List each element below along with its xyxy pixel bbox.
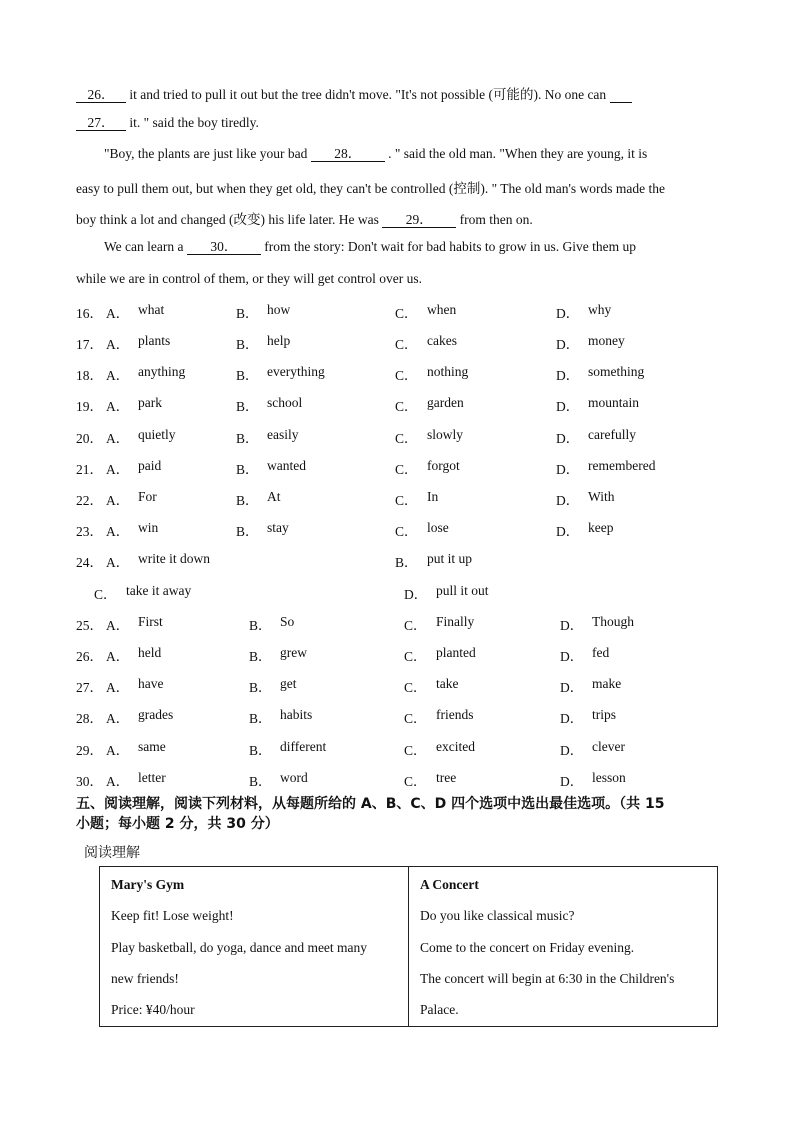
option-letter-d: D． (556, 399, 580, 414)
option-letter-a: A． (106, 711, 130, 726)
option-letter-b: B． (249, 774, 272, 789)
option-c: cakes (427, 333, 457, 348)
option-a: quietly (138, 427, 176, 442)
option-letter-a: A． (106, 431, 130, 446)
ad-concert-line: Do you like classical music? (420, 908, 575, 923)
passage-line-5 (76, 208, 533, 228)
option-letter-b: B． (236, 368, 259, 383)
option-letter-c: C． (395, 337, 418, 352)
option-d: With (588, 489, 615, 504)
option-letter-d: D． (556, 462, 580, 477)
option-letter-d: D． (560, 649, 584, 664)
option-letter-a: A． (106, 399, 130, 414)
option-a: plants (138, 333, 171, 348)
option-letter-d: D． (556, 493, 580, 508)
option-letter-a: A． (106, 680, 130, 695)
option-letter-a: A． (106, 368, 130, 383)
option-letter-b: B． (236, 399, 259, 414)
question-number: 17． (76, 337, 103, 352)
option-letter-b: B． (395, 555, 418, 570)
passage-line-4: easy to pull them out, but when they get old, they can't be controlled (控制). " The old man's words made the (76, 181, 665, 196)
passage-text: We can learn a (104, 239, 187, 254)
option-d: trips (592, 707, 617, 722)
option-d: why (588, 302, 612, 317)
option-a: write it down (138, 551, 210, 566)
option-letter-c: C． (395, 493, 418, 508)
passage-line-7: while we are in control of them, or they will get control over us. (76, 271, 423, 286)
option-d: something (588, 364, 645, 379)
option-letter-d: D． (560, 618, 584, 633)
option-c: tree (436, 770, 457, 785)
option-d: mountain (588, 395, 639, 410)
option-letter-c: C． (404, 743, 427, 758)
option-letter-a: A． (106, 524, 130, 539)
option-letter-d: D． (560, 680, 584, 695)
passage-line-1 (76, 83, 632, 103)
option-b: get (280, 676, 297, 691)
option-c: take it away (126, 583, 192, 598)
ad-gym-line: Keep fit! Lose weight! (111, 908, 234, 923)
blank-26: 26． (76, 88, 126, 103)
option-b: everything (267, 364, 325, 379)
option-letter-d: D． (556, 524, 580, 539)
option-a: held (138, 645, 162, 660)
option-d: keep (588, 520, 614, 535)
option-b: At (267, 489, 281, 504)
option-letter-b: B． (236, 306, 259, 321)
option-a: grades (138, 707, 174, 722)
ad-gym-price: Price: ¥40/hour (111, 1002, 195, 1017)
passage-line-2 (76, 115, 259, 131)
option-a: what (138, 302, 165, 317)
question-number: 16． (76, 306, 103, 321)
ad-gym-line: Play basketball, do yoga, dance and meet many (111, 940, 368, 955)
option-a: have (138, 676, 164, 691)
option-d: pull it out (436, 583, 489, 598)
passage-text: from the story: Don't wait for bad habits to grow in us. Give them up (260, 239, 636, 254)
question-number: 21． (76, 462, 103, 477)
section-heading (76, 794, 726, 834)
passage-line-3 (104, 146, 647, 162)
option-letter-d: D． (560, 743, 584, 758)
option-letter-a: A． (106, 462, 130, 477)
option-d: carefully (588, 427, 636, 442)
option-letter-c: C． (404, 680, 427, 695)
option-letter-c: C． (404, 774, 427, 789)
option-letter-b: B． (236, 337, 259, 352)
option-letter-c: C． (94, 587, 117, 602)
option-letter-a: A． (106, 618, 130, 633)
option-c: planted (436, 645, 476, 660)
option-letter-b: B． (236, 493, 259, 508)
option-letter-c: C． (395, 431, 418, 446)
option-letter-a: A． (106, 493, 130, 508)
option-letter-d: D． (556, 337, 580, 352)
option-letter-b: B． (249, 711, 272, 726)
option-letter-c: C． (395, 399, 418, 414)
passage-text: from then on. (456, 212, 533, 227)
option-letter-c: C． (404, 711, 427, 726)
question-number: 22． (76, 493, 103, 508)
option-b: habits (280, 707, 313, 722)
passage-text: boy think a lot and changed (改变) his life later. He was (76, 212, 383, 227)
question-number: 23． (76, 524, 103, 539)
option-letter-b: B． (236, 431, 259, 446)
question-number: 18． (76, 368, 103, 383)
option-c: garden (427, 395, 464, 410)
option-letter-d: D． (556, 306, 580, 321)
option-c: friends (436, 707, 474, 722)
option-c: when (427, 302, 457, 317)
option-letter-a: A． (106, 743, 130, 758)
option-c: nothing (427, 364, 469, 379)
option-b: put it up (427, 551, 473, 566)
option-b: So (280, 614, 295, 629)
option-d: make (592, 676, 622, 691)
question-number: 27． (76, 680, 103, 695)
blank-unlabeled (610, 88, 632, 103)
question-number: 29． (76, 743, 103, 758)
option-letter-c: C． (404, 618, 427, 633)
option-a: park (138, 395, 162, 410)
section-subheading: 阅读理解 (84, 845, 140, 861)
option-b: wanted (267, 458, 306, 473)
option-letter-a: A． (106, 649, 130, 664)
passage-text: "Boy, the plants are just like your bad (104, 146, 311, 161)
option-letter-a: A． (106, 774, 130, 789)
option-letter-d: D． (404, 587, 428, 602)
option-letter-c: C． (395, 462, 418, 477)
option-letter-d: D． (560, 711, 584, 726)
passage-text: . " said the old man. "When they are young, it is (384, 146, 648, 161)
option-c: take (436, 676, 459, 691)
option-d: remembered (588, 458, 656, 473)
option-c: forgot (427, 458, 460, 473)
blank-27: 27． (76, 116, 126, 131)
option-a: anything (138, 364, 186, 379)
blank-30: 30． (187, 240, 261, 255)
option-letter-b: B． (249, 649, 272, 664)
option-c: lose (427, 520, 449, 535)
passage-line-6 (104, 239, 636, 255)
option-letter-c: C． (395, 524, 418, 539)
blank-29: 29． (382, 213, 456, 228)
ad-gym-title: Mary's Gym (111, 877, 185, 892)
question-number: 26． (76, 649, 103, 664)
option-c: excited (436, 739, 475, 754)
option-c: slowly (427, 427, 464, 442)
option-letter-b: B． (236, 524, 259, 539)
ad-gym-line: new friends! (111, 971, 179, 986)
option-d: clever (592, 739, 625, 754)
option-letter-b: B． (249, 743, 272, 758)
option-letter-a: A． (106, 306, 130, 321)
question-number: 28． (76, 711, 103, 726)
question-number: 19． (76, 399, 103, 414)
option-b: different (280, 739, 327, 754)
option-letter-d: D． (560, 774, 584, 789)
ad-concert-line: The concert will begin at 6:30 in the Children's (420, 971, 675, 986)
option-a: paid (138, 458, 162, 473)
passage-text: it. " said the boy tiredly. (126, 115, 259, 130)
option-letter-b: B． (249, 680, 272, 695)
option-a: win (138, 520, 159, 535)
option-letter-b: B． (249, 618, 272, 633)
option-letter-d: D． (556, 368, 580, 383)
ad-concert-title: A Concert (420, 877, 479, 892)
ad-concert (409, 867, 718, 1027)
question-number: 24． (76, 555, 103, 570)
option-letter-c: C． (395, 368, 418, 383)
option-b: school (267, 395, 303, 410)
option-c: Finally (436, 614, 475, 629)
option-b: easily (267, 427, 299, 442)
ad-concert-line: Palace. (420, 1002, 459, 1017)
option-d: Though (592, 614, 634, 629)
ads-table (99, 866, 718, 1027)
option-d: money (588, 333, 625, 348)
question-number: 30． (76, 774, 103, 789)
option-letter-c: C． (395, 306, 418, 321)
option-d: lesson (592, 770, 626, 785)
ad-gym (100, 867, 409, 1027)
section-heading-line-2: 小题；每小题 2 分，共 30 分） (76, 816, 279, 832)
option-a: First (138, 614, 163, 629)
option-b: grew (280, 645, 307, 660)
option-a: letter (138, 770, 166, 785)
ad-concert-line: Come to the concert on Friday evening. (420, 940, 635, 955)
option-b: stay (267, 520, 289, 535)
option-a: same (138, 739, 166, 754)
option-d: fed (592, 645, 610, 660)
option-b: help (267, 333, 291, 348)
option-c: In (427, 489, 439, 504)
option-letter-c: C． (404, 649, 427, 664)
section-heading-line-1: 五、阅读理解，阅读下列材料，从每题所给的 A、B、C、D 四个选项中选出最佳选项。（共 15 (76, 796, 665, 812)
option-letter-a: A． (106, 555, 130, 570)
passage-text: it and tried to pull it out but the tree didn't move. "It's not possible (可能的). No one can (126, 87, 610, 102)
option-letter-a: A． (106, 337, 130, 352)
option-letter-b: B． (236, 462, 259, 477)
blank-28: 28． (311, 147, 385, 162)
option-b: how (267, 302, 291, 317)
option-b: word (280, 770, 308, 785)
option-letter-d: D． (556, 431, 580, 446)
question-number: 20． (76, 431, 103, 446)
option-a: For (138, 489, 157, 504)
question-number: 25． (76, 618, 103, 633)
